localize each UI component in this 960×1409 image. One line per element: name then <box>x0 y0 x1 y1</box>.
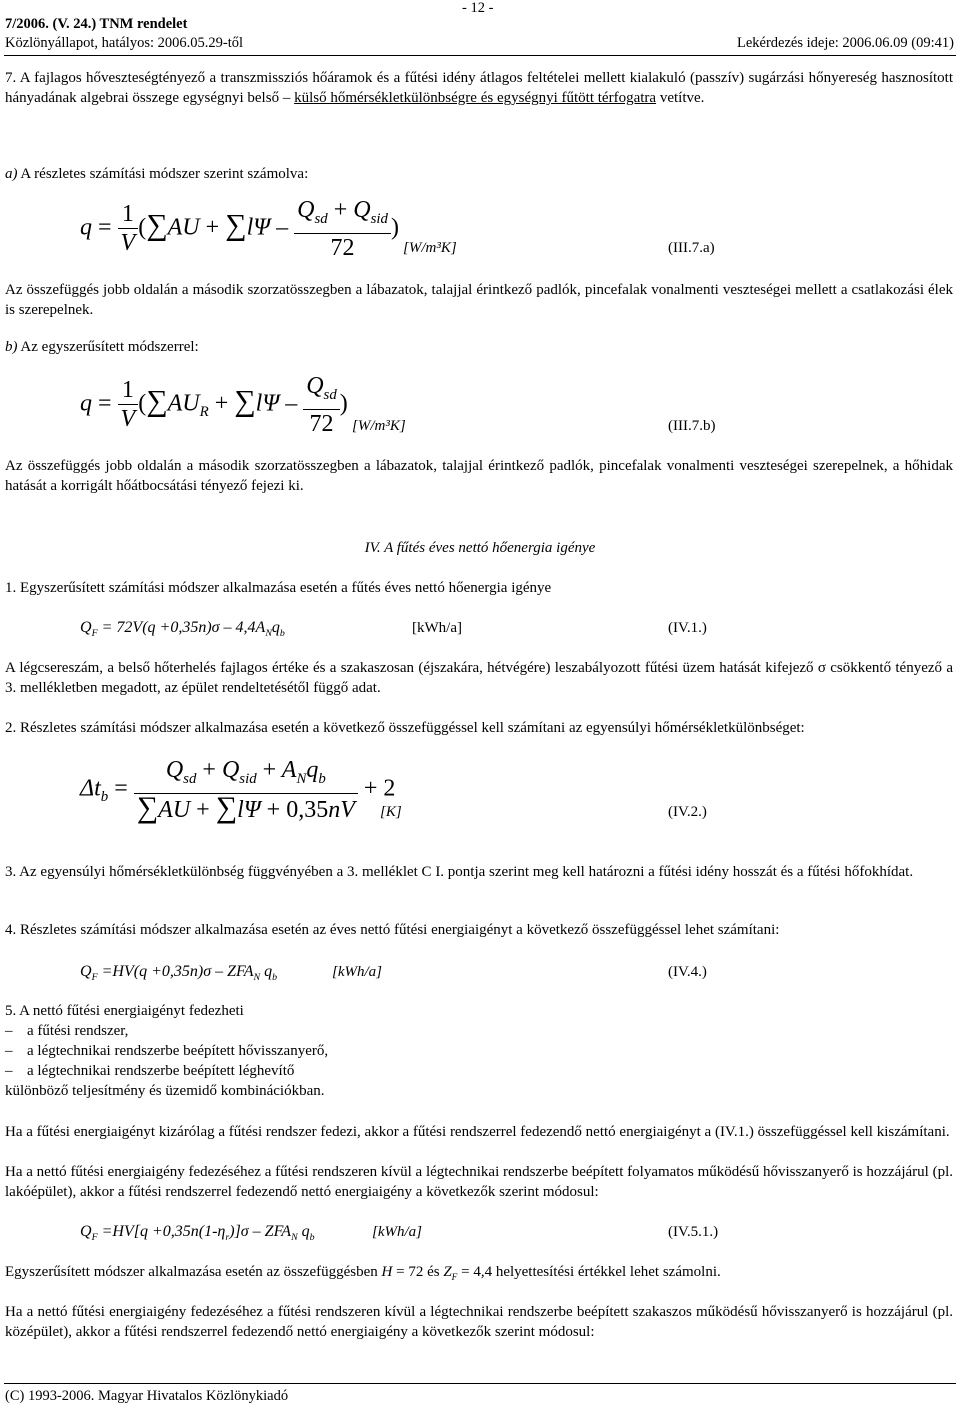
paragraph-7-end: vetítve. <box>656 90 705 106</box>
eq-iv-5-1-number: (IV.5.1.) <box>668 1224 719 1240</box>
eq-u: U <box>182 390 200 417</box>
paragraph-iv-2: 2. Részletes számítási módszer alkalmazása esetén a következő összefüggéssel kell számítani az egyensúlyi hőmérsékletkülönbséget: <box>5 720 805 736</box>
subsection-b-label: b) <box>5 339 18 355</box>
eq-denominator: V <box>120 230 136 257</box>
subsection-a-label: a) <box>5 166 18 182</box>
eq-delta-t: Δt <box>80 775 101 802</box>
eq-sub-n: N <box>253 972 261 984</box>
sum-icon: ∑ <box>225 208 247 242</box>
eq-u: U <box>172 796 191 823</box>
eq-body-2: )]σ – ZFA <box>229 1223 292 1240</box>
equation-iii-7-a: q = $\frac{1}{V}$ (∑AU + ∑lΨ – $\frac{Q_{sd} + Q_{sid}}{72}$ ) <box>80 197 399 261</box>
eq-a: A <box>158 796 173 823</box>
eq-fraction-1-over-v <box>118 376 139 433</box>
document-title: 7/2006. (V. 24.) TNM rendelet <box>5 16 188 32</box>
eq-fraction-qsd <box>303 372 340 438</box>
eq-q-symbol: Q <box>80 963 92 980</box>
eq-sd: sd <box>323 386 337 403</box>
eq-sub-f: F <box>91 972 98 984</box>
dash-icon: – <box>5 1023 13 1039</box>
eq-fraction-gains: $\frac{Q_{sd} + Q_{sid}}{72}$ <box>294 196 391 262</box>
eq-sub-n: N <box>291 1232 298 1244</box>
eq-equals: = <box>114 775 128 802</box>
header-rule <box>4 55 956 56</box>
eq-equals: = <box>98 390 112 417</box>
eq-iii-7-b-unit: [W/m³K] <box>352 418 406 434</box>
eq-sub-b: b <box>272 972 278 984</box>
eq-iv-1-number: (IV.1.) <box>668 620 707 636</box>
paragraph-iv-3: 3. Az egyensúlyi hőmérsékletkülönbség függvényében a 3. melléklet C I. pontja szerint meg kell határozni a fűtési idény hosszát és a fűtési hőfokhídat. <box>5 864 914 880</box>
footer-copyright: (C) 1993-2006. Magyar Hivatalos Közlönykiadó <box>5 1388 289 1404</box>
query-time: Lekérdezés ideje: 2006.06.09 (09:41) <box>736 35 954 51</box>
list-item <box>5 1061 294 1081</box>
eq-iv-5-1-unit: [kWh/a] <box>372 1224 422 1240</box>
eq-numerator: 1 <box>118 200 139 229</box>
eq-sd: sd <box>314 210 328 227</box>
page-number: - 12 - <box>462 0 494 16</box>
subsection-b-text: Az egyszerűsített módszerrel: <box>17 339 199 355</box>
eq-iii-7-a-number: (III.7.a) <box>668 240 715 256</box>
eq-035: 0,35 <box>286 796 329 823</box>
equation-iv-5-1 <box>80 1222 315 1248</box>
eq-sd: sd <box>183 770 197 787</box>
paragraph-iv-5-outro: különböző teljesítmény és üzemidő kombinációkban. <box>5 1083 325 1099</box>
eq-psi: Ψ <box>253 214 271 241</box>
equation-iii-7-b: q = $\frac{1}{V}$ ($\sum AU_R + \sum l\Psi$ – $\frac{Q_{sd}}{72}$ ) <box>80 373 348 437</box>
subsection-a-text: A részletes számítási módszer szerint számolva: <box>17 166 309 182</box>
eq-qb: q <box>271 619 280 636</box>
eq-q-symbol: Q <box>80 1223 92 1240</box>
eq-body: =HV(q +0,35n)σ – ZFA <box>97 963 254 980</box>
eq-iii-7-b-number: (III.7.b) <box>668 418 716 434</box>
eq-qb: q <box>297 1223 310 1240</box>
eq-l: l <box>246 214 254 241</box>
status-text: Közlönyállapot, hatályos: 2006.05.29-től <box>5 35 244 51</box>
eq-sid: sid <box>370 210 388 227</box>
paragraph-intermittent-recovery: Ha a nettó fűtési energiaigény fedezéséhez a fűtési rendszeren kívül a légtechnikai rendszerbe beépített szakaszos működésű hővisszanyerő is hozzájárul (pl. középület), akkor a fűtési rendszerrel fedezendő nettó energiaigény a következők szerint módosul: <box>5 1304 953 1340</box>
subsection-b <box>5 337 199 357</box>
text: = 4,4 helyettesítési értékkel lehet számolni. <box>457 1264 721 1280</box>
eq-sid: sid <box>239 770 257 787</box>
eq-l: l <box>255 390 263 417</box>
eq-equals: = <box>98 214 112 241</box>
eq-qsd: Q <box>306 373 324 399</box>
eq-fraction-1-over-v <box>118 200 139 257</box>
eq-q: q <box>306 757 319 783</box>
paragraph-7-link[interactable]: külső hőmérsékletkülönbségre és egységnyi fűtött térfogatra <box>294 90 657 106</box>
equation-iv-2 <box>80 756 395 824</box>
eq-body: = 72V(q +0,35n)σ – 4,4A <box>97 619 266 636</box>
equation-iv-4 <box>80 962 277 988</box>
eq-sub-f: F <box>91 628 98 640</box>
eq-iv-4-number: (IV.4.) <box>668 964 707 980</box>
eq-sub-f: F <box>91 1232 98 1244</box>
eq-qsd: Q <box>297 197 315 223</box>
sum-icon: ∑ <box>215 790 238 824</box>
sum-icon: ∑ <box>146 384 168 418</box>
sum-icon: ∑ <box>234 384 256 418</box>
paragraph-iv-5-intro: 5. A nettó fűtési energiaigényt fedezheti <box>5 1003 244 1019</box>
text: = 72 és <box>392 1264 444 1280</box>
eq-sub-n: N <box>296 770 307 787</box>
eq-sub-b: b <box>318 770 326 787</box>
equation-iv-1 <box>80 618 285 644</box>
symbol-h: H <box>381 1264 393 1280</box>
symbol-sub-f: F <box>451 1273 458 1283</box>
text: Egyszerűsített módszer alkalmazása esetén az összefüggésben <box>5 1264 382 1280</box>
list-item-text: a légtechnikai rendszerbe beépített hővisszanyerő, <box>27 1043 329 1059</box>
eq-sub-r: r <box>225 1232 230 1244</box>
eq-q: q <box>80 390 92 417</box>
paragraph-7-text: 7. A fajlagos hőveszteségtényező a transzmissziós hőáramok és a fűtési idény átlagos feltételei mellett kialakuló (passzív) sugárzási hőnyereség hasznosított hányadának algebrai összege egységnyi belső – <box>5 70 953 106</box>
eq-72: 72 <box>330 234 355 261</box>
eq-u-subscript-r: R <box>199 404 209 421</box>
eq-numerator: 1 <box>118 376 139 405</box>
section-title: IV. A fűtés éves nettó hőenergia igénye <box>364 540 596 556</box>
eq-qb: q <box>260 963 273 980</box>
eq-psi: Ψ <box>243 796 261 823</box>
eq-qsid: Q <box>353 197 371 223</box>
paragraph-iv-4: 4. Részletes számítási módszer alkalmazása esetén az éves nettó fűtési energiaigényt a következő összefüggéssel lehet számítani: <box>5 922 780 938</box>
eq-qsid: Q <box>221 757 240 783</box>
list-item-text: a légtechnikai rendszerbe beépített léghevítő <box>27 1063 295 1079</box>
dash-icon: – <box>5 1043 13 1059</box>
eq-u: U <box>182 214 200 241</box>
eq-qsd: Q <box>165 757 184 783</box>
paragraph-iv-1-note: A légcsereszám, a belső hőterhelés fajlagos értéke és a szakaszosan (éjszakára, hétvégére) leszabályozott fűtési üzem hatását kifejező σ csökkentő tényező a 3. mellékletben megadott, az épület rendeltetésétől függő adat. <box>5 660 953 696</box>
eq-sub-b: b <box>279 628 285 640</box>
eq-l: l <box>237 796 244 823</box>
paragraph-simplified-values <box>5 1262 721 1288</box>
paragraph-b-note: Az összefüggés jobb oldalán a második szorzatösszegben a lábazatok, talajjal érintkező padlók, pincefalak vonalmenti veszteségei szerepelnek, a hőhidak hatását a korrigált hőátbocsátási tényező fejezi ki. <box>5 458 953 494</box>
sum-icon: ∑ <box>146 208 168 242</box>
paragraph-iv-1: 1. Egyszerűsített számítási módszer alkalmazása esetén a fűtés éves nettó hőenergia igénye <box>5 580 552 596</box>
list-item <box>5 1041 328 1061</box>
eq-iv-1-unit: [kWh/a] <box>412 620 462 636</box>
eq-q: q <box>80 214 92 241</box>
eq-nv: nV <box>328 796 355 823</box>
footer-rule <box>4 1383 956 1384</box>
list-item-text: a fűtési rendszer, <box>27 1023 129 1039</box>
eq-iv-2-number: (IV.2.) <box>668 804 707 820</box>
eq-q-symbol: Q <box>80 619 92 636</box>
eq-72: 72 <box>309 410 334 437</box>
eq-iii-7-a-unit: [W/m³K] <box>403 240 457 256</box>
eq-body-1: =HV[q +0,35n(1-η <box>97 1223 226 1240</box>
eq-a: A <box>167 214 183 241</box>
dash-icon: – <box>5 1063 13 1079</box>
subsection-a <box>5 164 308 184</box>
eq-fraction-iv-2: $\frac{Q_{sd} + Q_{sid} + A_Nq_b}{\sum AU + \sum l\Psi + 0,35nV}$ <box>134 756 358 824</box>
sum-icon: ∑ <box>136 790 159 824</box>
eq-sub-n: N <box>265 628 272 640</box>
eq-a: A <box>167 390 183 417</box>
paragraph-continuous-recovery: Ha a nettó fűtési energiaigény fedezéséhez a fűtési rendszeren kívül a légtechnikai rendszerbe beépített folyamatos működésű hővisszanyerő is hozzájárul (pl. lakóépület), akkor a fűtési rendszerrel fedezendő nettó energiaigény a következők szerint módosul: <box>5 1164 953 1200</box>
paragraph-heating-only: Ha a fűtési energiaigényt kizárólag a fűtési rendszer fedezi, akkor a fűtési rendszerrel fedezendő nettó energiaigényt a (IV.1.) összefüggéssel kell kiszámítani. <box>5 1124 950 1140</box>
eq-iv-2-unit: [K] <box>380 804 402 820</box>
eq-sub-b: b <box>100 789 109 806</box>
eq-iv-4-unit: [kWh/a] <box>332 964 382 980</box>
eq-sub-b: b <box>309 1232 315 1244</box>
paragraph-7 <box>5 68 953 108</box>
eq-psi: Ψ <box>262 390 280 417</box>
paragraph-a-note: Az összefüggés jobb oldalán a második szorzatösszegben a lábazatok, talajjal érintkező padlók, pincefalak vonalmenti veszteségei mellett a csatlakozási élek is szerepelnek. <box>5 282 953 318</box>
eq-plus-2: + 2 <box>363 775 396 802</box>
eq-denominator: V <box>120 406 136 433</box>
list-item <box>5 1021 128 1041</box>
eq-a: A <box>281 757 297 783</box>
symbol-z: Z <box>443 1264 452 1280</box>
